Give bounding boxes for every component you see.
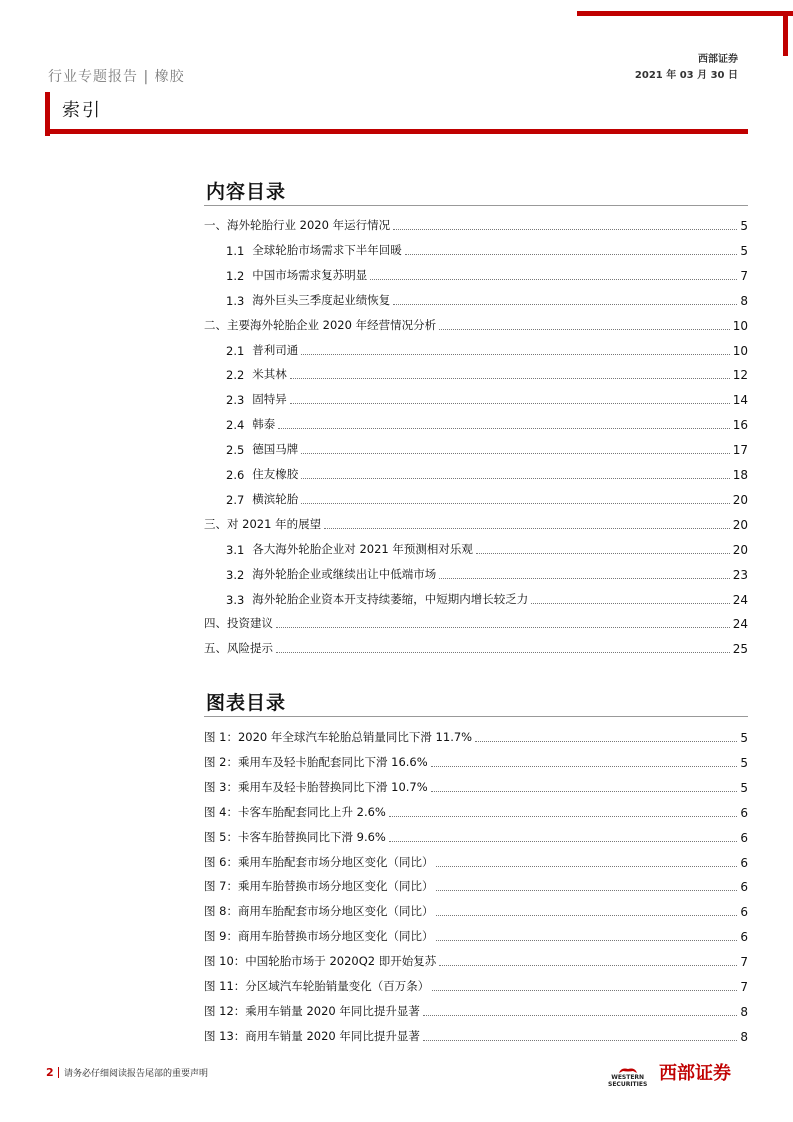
figure-leader-dots — [423, 1015, 737, 1016]
toc-entry-text: 对 2021 年的展望 — [227, 516, 322, 531]
toc-leader-dots — [393, 229, 737, 230]
header-brand: 西部证券 — [698, 54, 738, 65]
figure-leader-dots — [431, 791, 738, 792]
toc-entry-page: 8 — [740, 293, 748, 308]
toc-entry-number: 2.7 — [226, 492, 245, 507]
toc-title-rule — [204, 205, 748, 206]
toc-leader-dots — [301, 453, 729, 454]
figure-entry-page: 6 — [740, 880, 748, 895]
report-category: 行业专题报告 | 橡胶 — [48, 69, 185, 85]
figure-entry-page: 8 — [740, 1004, 748, 1019]
toc-entry-number: 2.6 — [226, 468, 245, 482]
toc-entry-text: 德国马牌 — [252, 442, 299, 457]
toc-entry-text: 主要海外轮胎企业 2020 年经营情况分析 — [227, 317, 437, 332]
toc-entry-text: 各大海外轮胎企业对 2021 年预测相对乐观 — [252, 541, 473, 556]
figure-entry-text: 商用车胎配套市场分地区变化（同比） — [237, 904, 434, 919]
toc-entry-text: 海外轮胎企业或继续出让中低端市场 — [252, 566, 437, 581]
toc-entry-text: 横滨轮胎 — [252, 491, 299, 506]
figure-entry-text: 乘用车及轻卡胎配套同比下滑 16.6% — [237, 754, 428, 769]
toc-leader-dots — [405, 254, 738, 255]
figure-entry[interactable] — [204, 876, 748, 894]
figure-entry-label: 图 7： — [204, 879, 238, 894]
figure-entry-text: 乘用车胎替换市场分地区变化（同比） — [237, 879, 434, 894]
toc-leader-dots — [301, 478, 729, 479]
figure-entry-label: 图 1： — [204, 730, 238, 744]
figure-entry-label: 图 4： — [204, 804, 238, 819]
toc-entry-number: 2.5 — [226, 443, 245, 458]
toc-entry-text: 投资建议 — [227, 616, 273, 631]
toc-leader-dots — [290, 403, 730, 404]
figure-entry-page: 7 — [740, 955, 748, 970]
figure-entry-label: 图 6： — [204, 854, 238, 869]
toc-leader-dots — [393, 304, 737, 305]
toc-entry-page: 10 — [732, 318, 748, 333]
figure-leader-dots — [389, 816, 738, 817]
bull-logo-icon — [617, 1066, 639, 1074]
index-title: 索引 — [62, 100, 102, 121]
toc-leader-dots — [276, 627, 730, 628]
toc-entry-text: 海外巨头三季度起业绩恢复 — [252, 292, 391, 307]
toc-entry[interactable] — [204, 215, 748, 233]
figure-entry-page: 8 — [740, 1029, 748, 1044]
figure-entry-text: 乘用车及轻卡胎替换同比下滑 10.7% — [237, 779, 428, 794]
footer-logo-chinese: 西部证券 — [659, 1063, 731, 1084]
toc-entry-page: 16 — [732, 418, 748, 433]
toc-entry-page: 20 — [732, 492, 748, 507]
toc-entry-page: 5 — [740, 219, 748, 233]
toc-leader-dots — [301, 503, 729, 504]
toc-leader-dots — [370, 279, 737, 280]
figure-entry[interactable] — [204, 951, 748, 969]
toc-entry-page: 20 — [732, 542, 748, 557]
top-right-accent-vertical — [783, 11, 788, 56]
toc-leader-dots — [324, 528, 730, 529]
figure-entry-label: 图 10： — [204, 954, 246, 969]
figure-leader-dots — [423, 1040, 737, 1041]
toc-entry-number: 1.3 — [226, 293, 245, 308]
figure-entry-page: 5 — [740, 780, 748, 795]
toc-entry-page: 24 — [732, 617, 748, 632]
figure-entry-text: 分区域汽车轮胎销量变化（百万条） — [245, 979, 430, 993]
toc-entry-page: 14 — [732, 393, 748, 408]
figure-entry[interactable] — [204, 976, 748, 994]
footer-separator — [58, 1067, 59, 1078]
toc-entry[interactable] — [226, 464, 748, 482]
figure-entry-page: 5 — [740, 731, 748, 745]
toc-entry-page: 23 — [732, 567, 748, 582]
index-accent-horizontal — [45, 129, 748, 134]
figure-entry-label: 图 12： — [204, 1003, 246, 1018]
footer-notice: 请务必仔细阅读报告尾部的重要声明 — [64, 1069, 209, 1079]
toc-entry-text: 固特异 — [252, 392, 287, 407]
toc-entry-number: 2.2 — [226, 368, 245, 383]
figure-entry-label: 图 13： — [204, 1028, 246, 1043]
figure-entry-text: 卡客车胎配套同比上升 2.6% — [237, 804, 386, 819]
toc-leader-dots — [278, 428, 729, 429]
toc-leader-dots — [439, 578, 729, 579]
toc-title: 内容目录 — [206, 181, 287, 203]
toc-leader-dots — [290, 378, 730, 379]
figure-entry-text: 中国轮胎市场于 2020Q2 即开始复苏 — [245, 954, 437, 969]
footer-page-number: 2 — [46, 1066, 54, 1079]
figure-entry-text: 乘用车胎配套市场分地区变化（同比） — [237, 854, 434, 869]
figure-leader-dots — [436, 890, 737, 891]
toc-entry-text: 米其林 — [252, 367, 287, 382]
figure-entry-label: 图 8： — [204, 904, 238, 919]
toc-entry[interactable] — [204, 638, 748, 656]
figures-title: 图表目录 — [206, 692, 287, 714]
figure-leader-dots — [436, 866, 737, 867]
toc-entry-number: 2.1 — [226, 343, 245, 358]
toc-entry-number: 一、 — [204, 218, 227, 232]
toc-entry-text: 风险提示 — [227, 641, 273, 656]
figure-entry-page: 6 — [740, 805, 748, 820]
toc-leader-dots — [531, 603, 729, 604]
logo-en-line2: SECURITIES — [608, 1081, 648, 1088]
toc-entry-text: 海外轮胎行业 2020 年运行情况 — [227, 218, 391, 232]
toc-entry-number: 3.1 — [226, 542, 245, 557]
toc-entry-text: 全球轮胎市场需求下半年回暖 — [252, 242, 402, 257]
toc-entry[interactable] — [226, 414, 748, 432]
figure-entry-page: 5 — [740, 755, 748, 770]
toc-entry[interactable] — [226, 439, 748, 457]
toc-entry-page: 17 — [732, 443, 748, 458]
toc-entry-page: 25 — [732, 642, 748, 657]
figure-entry-text: 卡客车胎替换同比下滑 9.6% — [237, 829, 386, 844]
toc-entry-number: 三、 — [204, 516, 227, 531]
figure-entry-page: 7 — [740, 980, 748, 994]
top-right-accent-bar — [577, 11, 793, 16]
figure-entry-label: 图 5： — [204, 829, 238, 844]
figure-entry-text: 2020 年全球汽车轮胎总销量同比下滑 11.7% — [237, 730, 473, 744]
toc-leader-dots — [439, 329, 730, 330]
toc-entry[interactable] — [226, 564, 748, 582]
toc-entry-text: 海外轮胎企业资本开支持续萎缩，中短期内增长较乏力 — [252, 591, 529, 606]
figure-entry-label: 图 3： — [204, 779, 238, 794]
logo-en-line1: WESTERN — [611, 1074, 645, 1081]
toc-entry[interactable] — [204, 613, 748, 631]
figure-entry-page: 6 — [740, 830, 748, 845]
toc-entry-page: 5 — [740, 243, 748, 258]
toc-entry-number: 1.2 — [226, 268, 245, 283]
figure-entry-label: 图 11： — [204, 979, 246, 993]
toc-entry[interactable] — [226, 389, 748, 407]
figure-leader-dots — [431, 766, 738, 767]
toc-entry-page: 24 — [732, 592, 748, 607]
toc-entry[interactable] — [226, 489, 748, 507]
figure-entry[interactable] — [204, 777, 748, 795]
figure-entry[interactable] — [204, 926, 748, 944]
toc-entry[interactable] — [226, 265, 748, 283]
figure-entry-page: 6 — [740, 855, 748, 870]
toc-leader-dots — [476, 553, 730, 554]
toc-leader-dots — [301, 354, 729, 355]
toc-entry-text: 韩泰 — [252, 417, 276, 432]
toc-entry[interactable] — [226, 240, 748, 258]
toc-entry-number: 五、 — [204, 641, 227, 656]
figure-leader-dots — [439, 965, 737, 966]
figure-entry[interactable] — [204, 752, 748, 770]
figure-leader-dots — [436, 915, 737, 916]
toc-entry[interactable] — [226, 364, 748, 382]
footer-logo-english — [608, 1066, 647, 1088]
toc-entry[interactable] — [204, 315, 748, 333]
toc-entry-number: 二、 — [204, 317, 227, 332]
toc-leader-dots — [276, 652, 730, 653]
toc-entry-text: 中国市场需求复苏明显 — [252, 267, 368, 282]
figure-leader-dots — [436, 940, 737, 941]
figure-entry-label: 图 2： — [204, 754, 238, 769]
toc-entry-page: 18 — [732, 468, 748, 482]
toc-entry[interactable] — [226, 589, 748, 607]
figure-leader-dots — [432, 990, 737, 991]
toc-entry-page: 12 — [732, 368, 748, 383]
toc-entry-number: 四、 — [204, 616, 227, 631]
toc-entry-page: 10 — [732, 343, 748, 358]
figure-entry-page: 6 — [740, 905, 748, 920]
figure-leader-dots — [475, 741, 737, 742]
figure-entry[interactable] — [204, 852, 748, 870]
figure-entry[interactable] — [204, 727, 748, 745]
figures-title-rule — [204, 716, 748, 717]
figure-entry[interactable] — [204, 1026, 748, 1044]
toc-entry-number: 3.3 — [226, 592, 245, 607]
toc-entry-number: 1.1 — [226, 243, 245, 258]
figure-entry-label: 图 9： — [204, 929, 238, 944]
figure-entry[interactable] — [204, 1001, 748, 1019]
report-date: 2021 年 03 月 30 日 — [634, 70, 738, 81]
figure-leader-dots — [389, 841, 738, 842]
figure-entry-text: 乘用车销量 2020 年同比提升显著 — [245, 1003, 420, 1018]
toc-entry-page: 7 — [740, 268, 748, 283]
toc-entry[interactable] — [204, 514, 748, 532]
figure-entry[interactable] — [204, 802, 748, 820]
toc-entry[interactable] — [226, 340, 748, 358]
toc-entry-number: 2.3 — [226, 393, 245, 408]
figure-entry-page: 6 — [740, 930, 748, 945]
figure-entry-text: 商用车销量 2020 年同比提升显著 — [245, 1028, 420, 1043]
figure-entry[interactable] — [204, 901, 748, 919]
toc-entry[interactable] — [226, 539, 748, 557]
toc-entry-text: 住友橡胶 — [252, 467, 299, 481]
toc-entry-text: 普利司通 — [252, 342, 299, 357]
toc-entry-number: 3.2 — [226, 567, 245, 582]
toc-entry-page: 20 — [732, 517, 748, 532]
toc-entry[interactable] — [226, 290, 748, 308]
figure-entry[interactable] — [204, 827, 748, 845]
toc-entry-number: 2.4 — [226, 418, 245, 433]
figure-entry-text: 商用车胎替换市场分地区变化（同比） — [237, 929, 434, 944]
